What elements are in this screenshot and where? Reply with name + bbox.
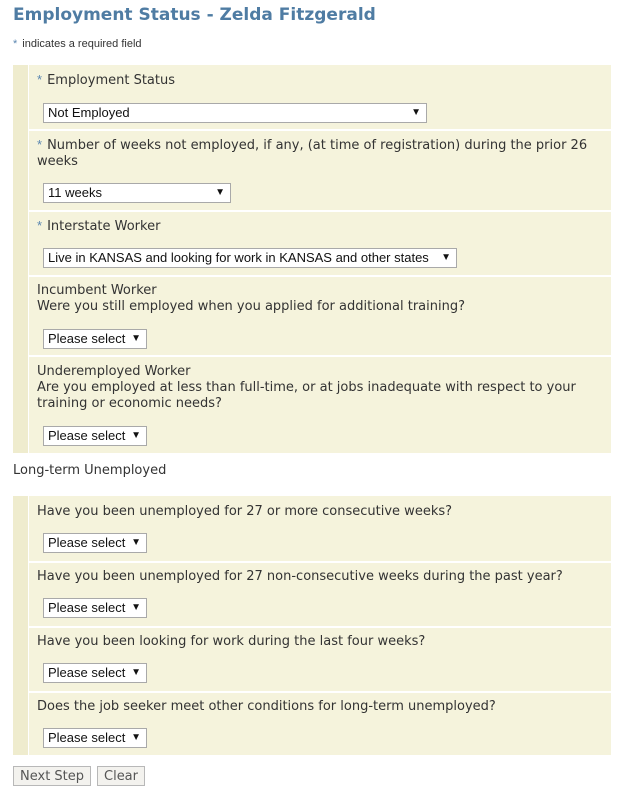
interstate-worker-select[interactable] <box>43 248 457 268</box>
incumbent-worker-value: Please select <box>48 331 126 346</box>
chevron-down-icon: ▼ <box>441 252 451 263</box>
required-marker: * <box>13 38 18 50</box>
question-row <box>29 496 611 563</box>
select-value: Please select <box>48 535 126 550</box>
clear-button[interactable]: Clear <box>97 766 145 786</box>
weeks-not-employed-value: 11 weeks <box>48 185 102 200</box>
required-note-text: indicates a required field <box>22 38 142 50</box>
long-term-unemployed-panel <box>13 496 611 755</box>
required-field-note <box>13 38 142 50</box>
interstate-worker-label <box>37 218 601 235</box>
chevron-down-icon: ▼ <box>215 187 225 198</box>
question-label: Have you been unemployed for 27 non-consecutive weeks during the past year? <box>37 569 563 584</box>
employment-status-label-text: Employment Status <box>47 73 176 88</box>
chevron-down-icon: ▼ <box>411 107 421 118</box>
chevron-down-icon: ▼ <box>131 537 141 548</box>
employment-status-label <box>37 72 601 89</box>
looking-for-work-select[interactable] <box>43 663 147 683</box>
chevron-down-icon: ▼ <box>131 732 141 743</box>
chevron-down-icon: ▼ <box>131 430 141 441</box>
incumbent-worker-row <box>29 275 611 357</box>
chevron-down-icon: ▼ <box>131 602 141 613</box>
incumbent-worker-question: Were you still employed when you applied for additional training? <box>37 299 465 314</box>
underemployed-worker-row <box>29 355 611 453</box>
weeks-not-employed-select[interactable] <box>43 183 231 203</box>
question-label: Have you been looking for work during the last four weeks? <box>37 634 426 649</box>
select-value: Please select <box>48 730 126 745</box>
incumbent-worker-label <box>37 283 601 315</box>
question-row <box>29 691 611 755</box>
panel-gutter <box>13 496 29 755</box>
required-marker: * <box>37 72 43 87</box>
underemployed-worker-question: Are you employed at less than full-time, or at jobs inadequate with respect to your training or economic needs? <box>37 380 576 411</box>
incumbent-worker-title: Incumbent Worker <box>37 283 157 298</box>
other-conditions-select[interactable] <box>43 728 147 748</box>
page-title: Employment Status - Zelda Fitzgerald <box>13 5 376 25</box>
underemployed-worker-value: Please select <box>48 428 126 443</box>
employment-panel <box>13 65 611 453</box>
weeks-not-employed-label-text: Number of weeks not employed, if any, (at time of registration) during the prior 26 weeks <box>37 138 588 169</box>
underemployed-worker-title: Underemployed Worker <box>37 364 191 379</box>
interstate-worker-value: Live in KANSAS and looking for work in KANSAS and other states <box>48 250 429 265</box>
long-term-unemployed-heading: Long-term Unemployed <box>13 463 167 478</box>
interstate-worker-label-text: Interstate Worker <box>47 219 161 234</box>
question-label: Does the job seeker meet other conditions for long-term unemployed? <box>37 699 496 714</box>
employment-status-value: Not Employed <box>48 105 130 120</box>
select-value: Please select <box>48 665 126 680</box>
required-marker: * <box>37 137 43 152</box>
non-consecutive-weeks-select[interactable] <box>43 598 147 618</box>
question-row <box>29 561 611 628</box>
employment-status-row <box>29 65 611 131</box>
interstate-worker-row <box>29 210 611 277</box>
consecutive-weeks-select[interactable] <box>43 533 147 553</box>
required-marker: * <box>37 218 43 233</box>
underemployed-worker-label <box>37 364 601 412</box>
select-value: Please select <box>48 600 126 615</box>
panel-gutter <box>13 65 29 453</box>
weeks-not-employed-label <box>37 137 601 170</box>
next-step-button[interactable]: Next Step <box>13 766 91 786</box>
question-row <box>29 626 611 693</box>
employment-status-select[interactable] <box>43 103 427 123</box>
underemployed-worker-select[interactable] <box>43 426 147 446</box>
question-label: Have you been unemployed for 27 or more consecutive weeks? <box>37 504 453 519</box>
incumbent-worker-select[interactable] <box>43 329 147 349</box>
weeks-not-employed-row <box>29 129 611 212</box>
chevron-down-icon: ▼ <box>131 667 141 678</box>
chevron-down-icon: ▼ <box>131 333 141 344</box>
